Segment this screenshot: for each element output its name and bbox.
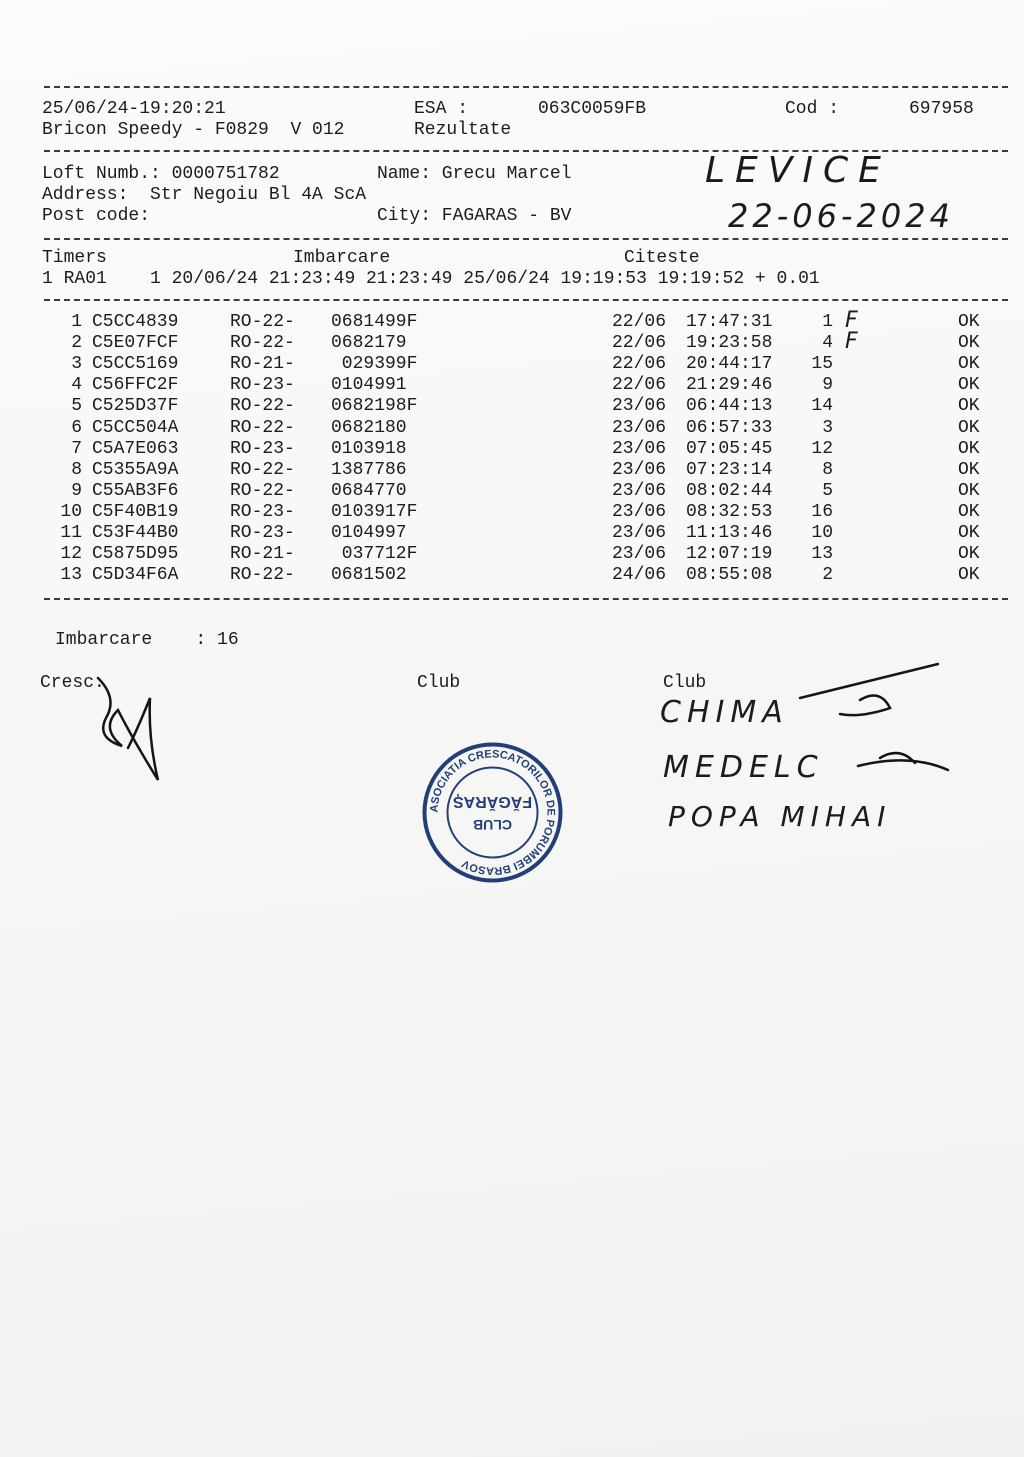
status-ok: OK [958,480,980,501]
row-number: 12 [60,544,82,565]
arrival-date: 23/06 [612,396,667,417]
imbarcare-total: Imbarcare : 16 [55,630,239,650]
row-number: 7 [71,438,82,459]
owner-city: City: FAGARAS - BV [377,206,572,226]
chip-id: C5875D95 [92,544,179,565]
status-ok: OK [958,565,980,586]
row-number: 10 [60,501,82,522]
place: 16 [811,501,833,522]
status-ok: OK [958,333,980,354]
ring-prefix: RO-22- [230,480,295,501]
arrival-time: 20:44:17 [686,354,773,375]
chip-id: C53F44B0 [92,523,179,543]
print-timestamp: 25/06/24-19:20:21 [42,99,226,119]
divider-owner [44,238,1008,240]
arrival-time: 06:44:13 [686,396,773,417]
handwritten-mark: F [845,308,858,333]
chip-id: C5355A9A [92,459,179,480]
owner-name: Name: Grecu Marcel [377,164,572,184]
row-number: 5 [71,396,82,417]
arrival-date: 23/06 [612,459,667,480]
esa-value: 063C0059FB [538,99,647,119]
ring-number: 0682180 [331,417,407,438]
row-number: 9 [71,480,82,501]
loft-number: Loft Numb.: 0000751782 [42,164,280,184]
status-ok: OK [958,501,980,522]
place: 5 [822,480,833,501]
arrival-time: 07:23:14 [686,459,773,480]
place: 13 [811,544,833,565]
row-number: 8 [71,459,82,480]
arrival-date: 24/06 [612,565,667,586]
arrival-time: 08:02:44 [686,480,773,501]
arrival-date: 23/06 [612,480,667,501]
club-stamp [420,740,565,885]
status-ok: OK [958,459,980,480]
ring-number: 1387786 [331,459,407,480]
status-ok: OK [958,523,980,543]
ring-prefix: RO-23- [230,375,295,396]
row-number: 13 [60,565,82,586]
arrival-time: 11:13:46 [686,523,773,543]
ring-number: 0681502 [331,565,407,586]
chip-id: C56FFC2F [92,375,179,396]
place: 9 [822,375,833,396]
handwritten-signer-2: MEDELC [663,750,824,785]
chip-id: C5CC4839 [92,312,179,332]
chip-id: C5E07FCF [92,333,179,354]
chip-id: C5F40B19 [92,501,179,522]
result-row [0,565,1024,586]
arrival-time: 08:32:53 [686,501,773,522]
post-code: Post code: [42,206,151,226]
arrival-time: 12:07:19 [686,544,773,565]
place: 1 [822,312,833,332]
place: 4 [822,333,833,354]
handwritten-signer-1: CHIMA [660,695,789,730]
divider-results [44,598,1008,600]
place: 3 [822,417,833,438]
handwritten-signer-3: POPA MIHAI [668,800,892,833]
row-number: 2 [71,333,82,354]
citeste-heading: Citeste [624,248,700,268]
arrival-date: 23/06 [612,544,667,565]
arrival-time: 19:23:58 [686,333,773,354]
status-ok: OK [958,417,980,438]
report-type: Rezultate [414,120,512,140]
svg-text:ASOCIATIA CRESCATORILOR DE POR: ASOCIATIA CRESCATORILOR DE PORUMBEI BRASOV [428,748,557,877]
svg-text:FĂGĂRAȘ: FĂGĂRAȘ [452,793,533,810]
timer-row: 1 RA01 1 20/06/24 21:23:49 21:23:49 25/06/24 19:19:53 19:19:52 + 0.01 [42,269,820,289]
club-label-2: Club [663,673,707,693]
result-row [0,523,1024,544]
result-row [0,354,1024,375]
place: 2 [822,565,833,586]
chip-id: C5D34F6A [92,565,179,586]
status-ok: OK [958,375,980,396]
arrival-date: 22/06 [612,312,667,332]
arrival-date: 23/06 [612,501,667,522]
result-row [0,375,1024,396]
owner-address: Address: Str Negoiu Bl 4A ScA [42,185,367,205]
ring-number: 0104991 [331,375,407,396]
result-row [0,396,1024,417]
status-ok: OK [958,544,980,565]
ring-number: 0682179 [331,333,407,354]
club-signature-strokes [740,658,950,798]
ring-prefix: RO-21- [230,544,295,565]
ring-prefix: RO-23- [230,523,295,543]
device-name: Bricon Speedy - F0829 V 012 [42,120,345,140]
svg-text:CLUB: CLUB [473,817,512,833]
ring-number: 0103918 [331,438,407,459]
arrival-time: 21:29:46 [686,375,773,396]
result-row [0,502,1024,523]
chip-id: C55AB3F6 [92,480,179,501]
arrival-time: 17:47:31 [686,312,773,332]
result-row [0,439,1024,460]
arrival-date: 22/06 [612,375,667,396]
cod-value: 697958 [909,99,974,119]
breeder-label: Cresc. [40,673,105,693]
ring-number: 029399F [331,354,418,375]
chip-id: C5CC504A [92,417,179,438]
ring-number: 0684770 [331,480,407,501]
row-number: 1 [71,312,82,332]
arrival-date: 23/06 [612,438,667,459]
handwritten-mark: F [845,329,858,355]
arrival-date: 23/06 [612,523,667,543]
row-number: 11 [60,523,82,543]
ring-number: 0681499F [331,312,418,332]
club-label-1: Club [417,673,461,693]
ring-number: 0103917F [331,501,418,522]
arrival-time: 06:57:33 [686,417,773,438]
ring-number: 0682198F [331,396,418,417]
ring-prefix: RO-22- [230,459,295,480]
result-row [0,308,1024,333]
ring-prefix: RO-22- [230,333,295,354]
ring-prefix: RO-22- [230,417,295,438]
handwritten-race-location: LEVICE [705,150,891,191]
chip-id: C5A7E063 [92,438,179,459]
place: 10 [811,523,833,543]
ring-prefix: RO-22- [230,312,295,332]
arrival-date: 22/06 [612,354,667,375]
result-row [0,481,1024,502]
status-ok: OK [958,438,980,459]
arrival-time: 08:55:08 [686,565,773,586]
arrival-date: 22/06 [612,333,667,354]
arrival-time: 07:05:45 [686,438,773,459]
place: 15 [811,354,833,375]
result-row [0,329,1024,355]
place: 12 [811,438,833,459]
row-number: 3 [71,354,82,375]
result-row [0,418,1024,439]
imbarcare-heading: Imbarcare [293,248,391,268]
status-ok: OK [958,396,980,417]
ring-prefix: RO-22- [230,396,295,417]
ring-number: 0104997 [331,523,407,543]
ring-prefix: RO-22- [230,565,295,586]
row-number: 6 [71,417,82,438]
divider-top [44,86,1008,88]
status-ok: OK [958,312,980,332]
result-row [0,544,1024,565]
cod-label: Cod : [785,99,840,119]
breeder-signature [88,668,178,788]
timers-heading: Timers [42,248,107,268]
arrival-date: 23/06 [612,417,667,438]
esa-label: ESA : [414,99,469,119]
ring-number: 037712F [331,544,418,565]
row-number: 4 [71,375,82,396]
divider-timers [44,299,1008,301]
ring-prefix: RO-23- [230,438,295,459]
place: 8 [822,459,833,480]
chip-id: C5CC5169 [92,354,179,375]
ring-prefix: RO-23- [230,501,295,522]
status-ok: OK [958,354,980,375]
place: 14 [811,396,833,417]
result-row [0,460,1024,481]
handwritten-race-date: 22-06-2024 [728,197,954,235]
ring-prefix: RO-21- [230,354,295,375]
chip-id: C525D37F [92,396,179,417]
